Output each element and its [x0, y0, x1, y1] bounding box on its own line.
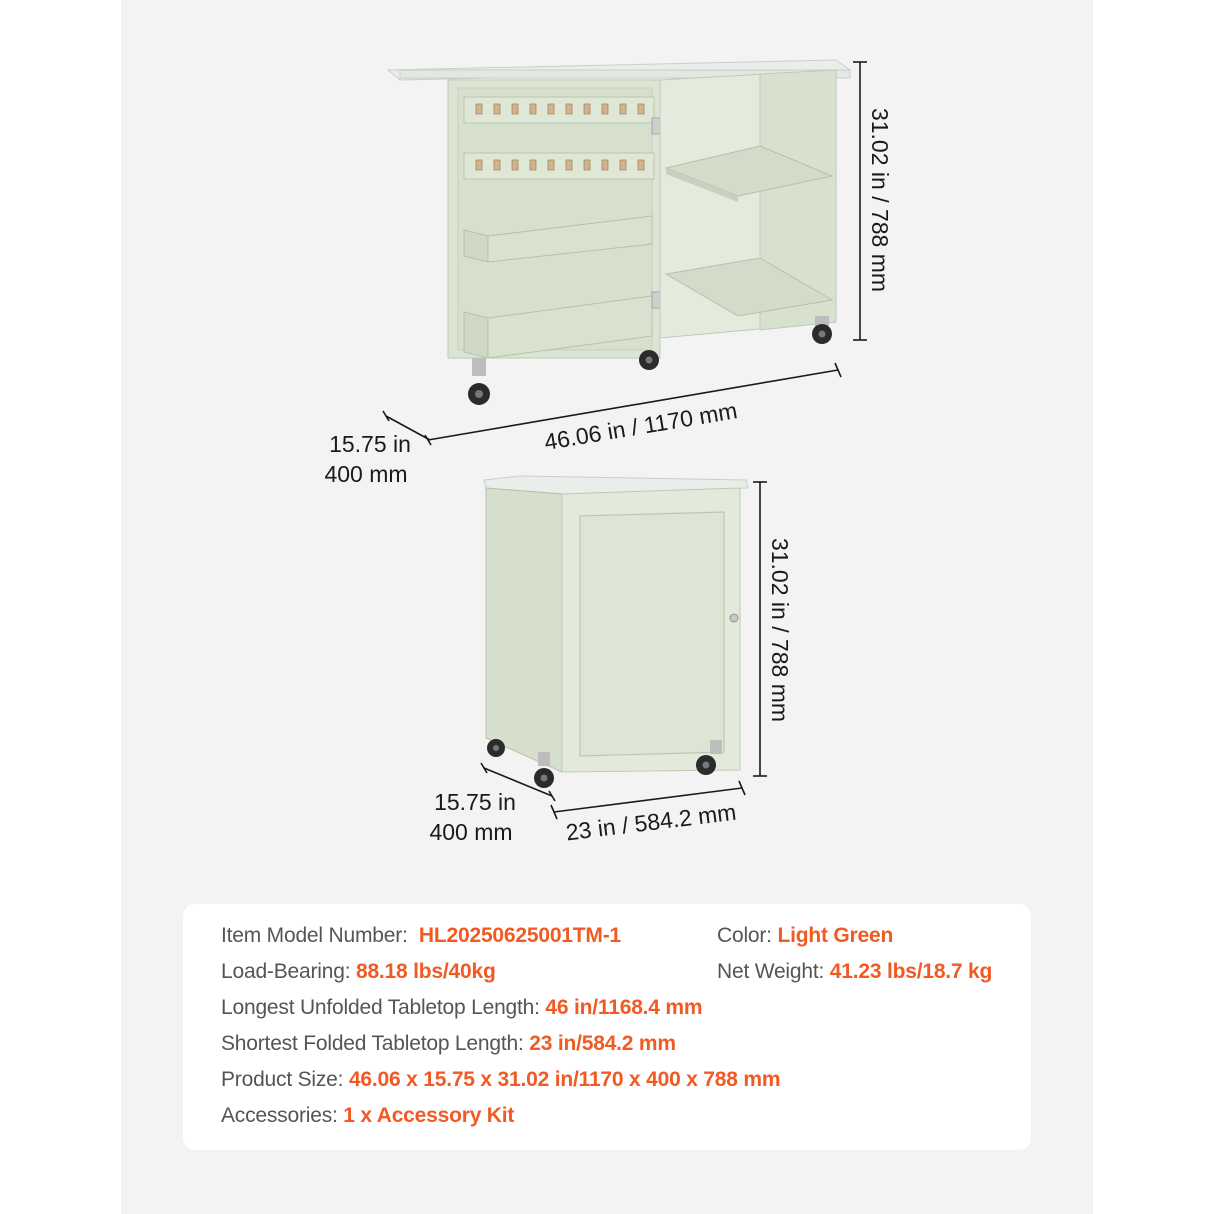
folded-depth-in-label: 15.75 in — [434, 789, 516, 815]
spec-shortest-length — [221, 1032, 676, 1056]
spec-net-weight-label: Net Weight: — [717, 960, 825, 983]
spec-accessories — [221, 1104, 514, 1128]
spec-accessories-label: Accessories: — [221, 1104, 338, 1127]
spec-load-bearing-value: 88.18 lbs/40kg — [355, 960, 496, 983]
spec-model-number-label: Item Model Number: — [221, 924, 408, 947]
unfolded-height-label: 31.02 in / 788 mm — [867, 107, 893, 293]
spec-model-number — [221, 924, 621, 948]
spec-color-label: Color: — [717, 924, 772, 947]
unfolded-depth-in-label: 15.75 in — [329, 431, 411, 457]
spec-accessories-value: 1 x Accessory Kit — [343, 1104, 515, 1127]
folded-depth-mm-label: 400 mm — [429, 819, 513, 845]
spec-product-size — [221, 1068, 780, 1092]
spec-product-size-value: 46.06 x 15.75 x 31.02 in/1170 x 400 x 788 mm — [348, 1068, 781, 1091]
spec-net-weight — [717, 960, 992, 984]
spec-longest-length-value: 46 in/1168.4 mm — [545, 996, 703, 1019]
spec-color-value: Light Green — [777, 924, 894, 947]
spec-longest-length — [221, 996, 702, 1020]
spec-color — [717, 924, 893, 948]
spec-load-bearing — [221, 960, 496, 984]
spec-longest-length-label: Longest Unfolded Tabletop Length: — [221, 996, 540, 1019]
unfolded-width-label: 46.06 in / 1170 mm — [542, 397, 740, 456]
folded-cabinet-image — [484, 476, 748, 788]
spec-shortest-length-label: Shortest Folded Tabletop Length: — [221, 1032, 524, 1055]
folded-height-label: 31.02 in / 788 mm — [767, 537, 793, 723]
specifications-card — [183, 904, 1031, 1150]
spec-product-size-label: Product Size: — [221, 1068, 344, 1091]
spec-model-number-value: HL20250625001TM-1 — [418, 924, 621, 947]
unfolded-table-image — [388, 60, 850, 405]
spec-net-weight-value: 41.23 lbs/18.7 kg — [829, 960, 993, 983]
spec-shortest-length-value: 23 in/584.2 mm — [529, 1032, 676, 1055]
spec-load-bearing-label: Load-Bearing: — [221, 960, 351, 983]
folded-width-label: 23 in / 584.2 mm — [564, 798, 738, 846]
unfolded-depth-mm-label: 400 mm — [324, 461, 408, 487]
